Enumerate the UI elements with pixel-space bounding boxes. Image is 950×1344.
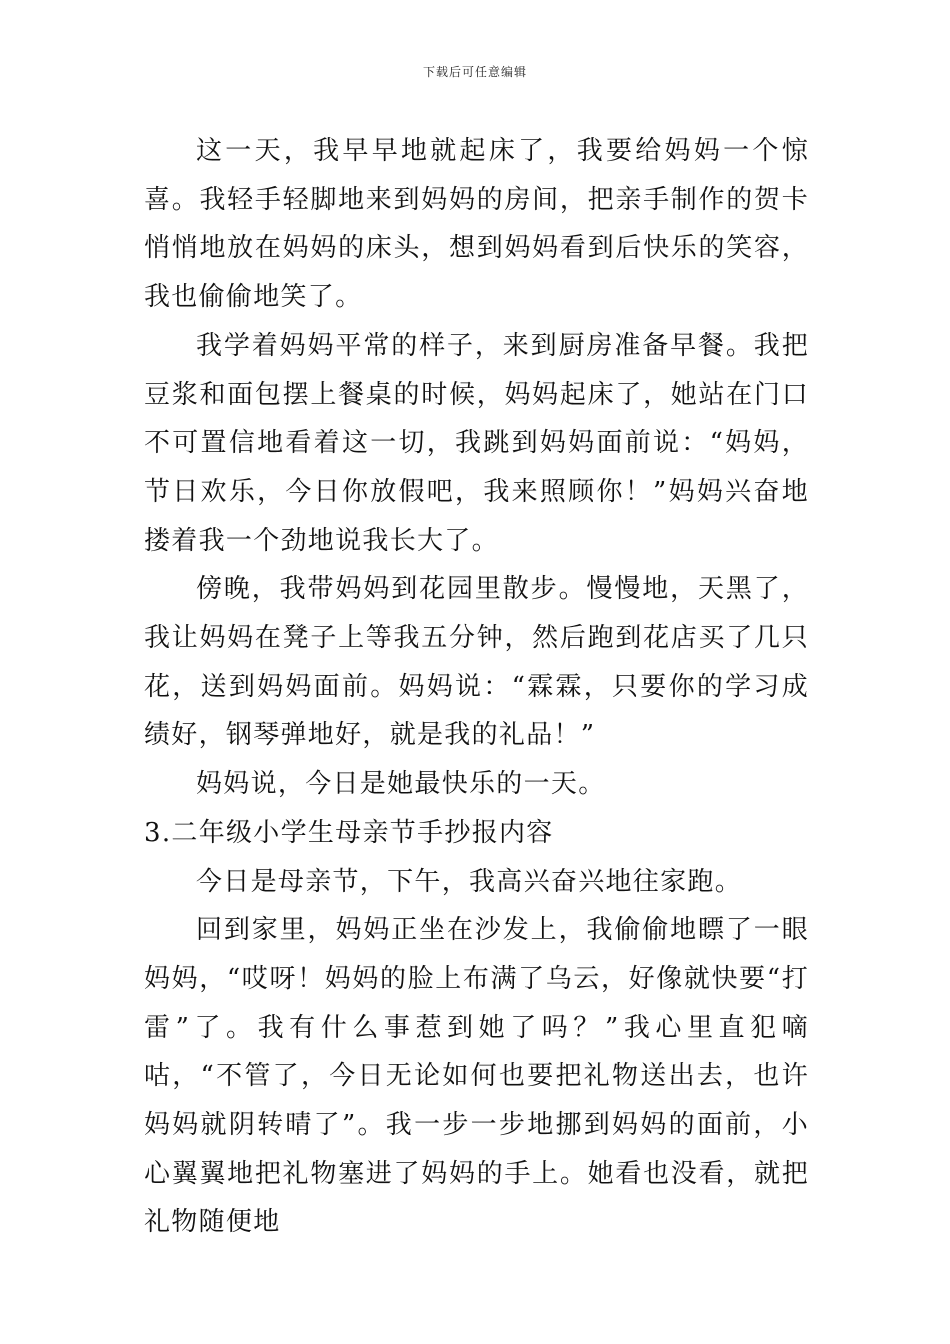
paragraph-morning-surprise: 这一天，我早早地就起床了，我要给妈妈一个惊喜。我轻手轻脚地来到妈妈的房间，把亲手制作的贺卡悄悄地放在妈妈的床头，想到妈妈看到后快乐的笑容，我也偷偷地笑了。 [144, 136, 809, 313]
header-note: 下载后可任意编辑 [422, 65, 527, 79]
section-heading: 3.二年级小学生母亲节手抄报内容 [144, 817, 554, 848]
paragraph-gift-delivery: 回到家里，妈妈正坐在沙发上，我偷偷地瞟了一眼妈妈，“哎呀！妈妈的脸上布满了乌云，好像就快要“打雷”了。我有什么事惹到她了吗？”我心里直犯嘀咕，“不管了，今日无论如何也要把礼物送出去，也许妈妈就阴转晴了”。我一步一步地挪到妈妈的面前，小心翼翼地把礼物塞进了妈妈的手上。她看也没看，就把礼物随便地 [144, 915, 809, 1238]
paragraph-breakfast: 我学着妈妈平常的样子，来到厨房准备早餐。我把豆浆和面包摆上餐桌的时候，妈妈起床了，她站在门口不可置信地看着这一切，我跳到妈妈面前说：“妈妈，节日欢乐，今日你放假吧，我来照顾你！”妈妈兴奋地搂着我一个劲地说我长大了。 [144, 330, 809, 556]
paragraph-happiest-day: 妈妈说，今日是她最快乐的一天。 [196, 769, 606, 800]
document-body [144, 127, 809, 1247]
paragraph-mothers-day-afternoon: 今日是母亲节，下午，我高兴奋兴地往家跑。 [196, 866, 743, 897]
paragraph-evening-flowers: 傍晚，我带妈妈到花园里散步。慢慢地，天黑了，我让妈妈在凳子上等我五分钟，然后跑到花店买了几只花，送到妈妈面前。妈妈说：“霖霖，只要你的学习成绩好，钢琴弹地好，就是我的礼品！” [144, 574, 809, 751]
